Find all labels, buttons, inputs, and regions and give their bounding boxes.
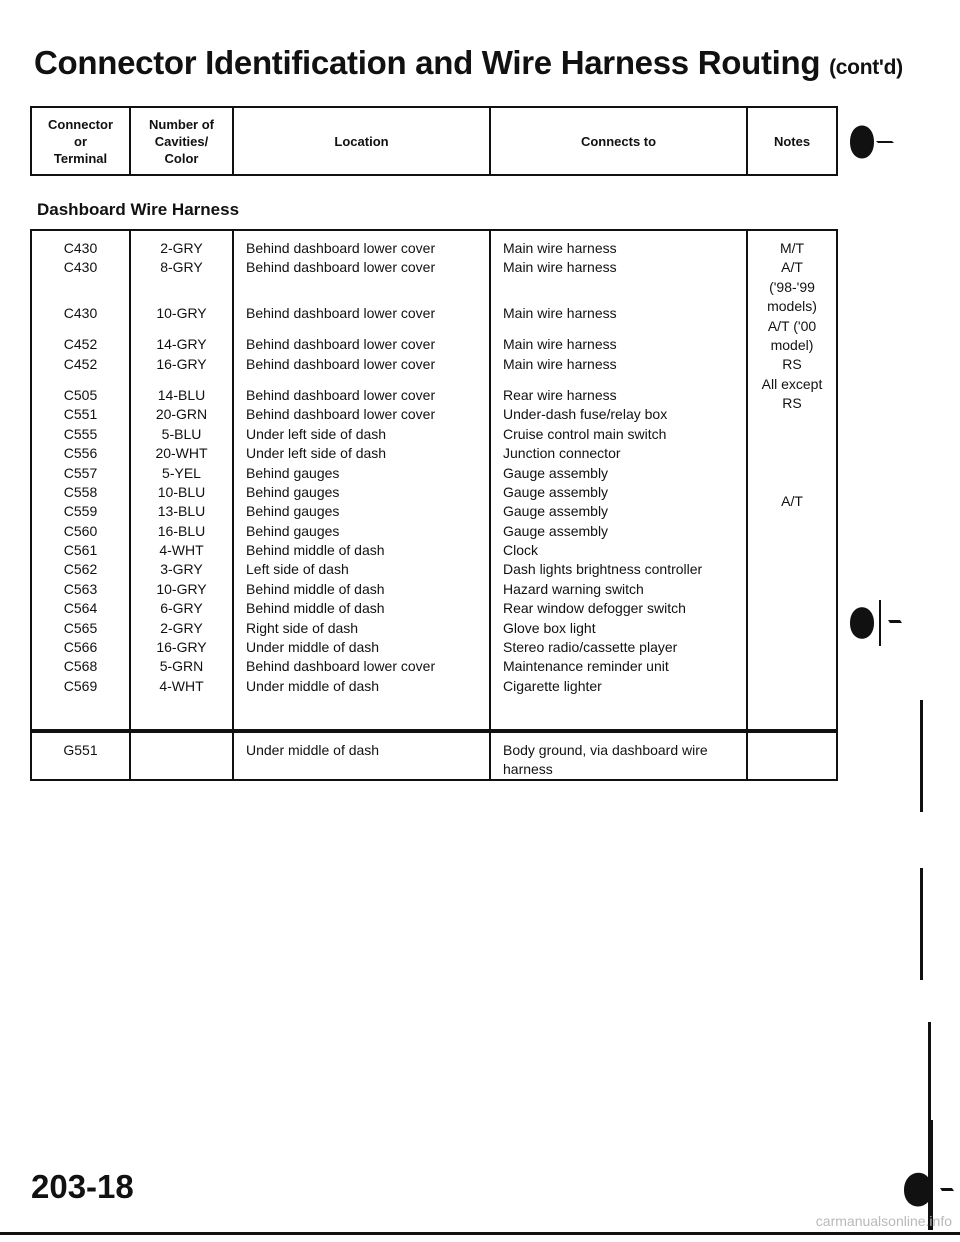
- cavities-cell: 5-YEL: [162, 464, 201, 481]
- note-line: RS: [782, 395, 802, 412]
- column-header-table: [30, 106, 838, 176]
- connector-cell: C569: [63, 677, 98, 694]
- connects-cell: Cruise control main switch: [503, 425, 667, 442]
- ground-table: [30, 731, 838, 781]
- page-title-suffix: (cont'd): [829, 56, 903, 79]
- cavities-cell: 13-BLU: [157, 503, 206, 520]
- location-cell: Behind dashboard lower cover: [246, 336, 436, 353]
- location-cell: Behind dashboard lower cover: [246, 658, 436, 675]
- connects-cell: Main wire harness: [503, 240, 617, 256]
- header-cavities: Number of Cavities/ Color: [130, 107, 233, 175]
- connector-column: [31, 230, 130, 730]
- ground-connects: Body ground, via dashboard wire harness: [490, 732, 747, 780]
- connects-cell: Dash lights brightness controller: [503, 561, 703, 578]
- cavities-cell: 14-GRY: [156, 336, 207, 353]
- connector-cell: C565: [63, 619, 98, 636]
- footer-rule: [0, 1232, 960, 1235]
- cavities-cell: 3-GRY: [160, 561, 203, 578]
- connects-cell: Gauge assembly: [503, 503, 609, 520]
- connector-cell: C566: [63, 639, 98, 656]
- location-cell: Under middle of dash: [246, 639, 380, 656]
- location-cell: Behind dashboard lower cover: [246, 304, 436, 321]
- location-cell: Behind middle of dash: [246, 600, 385, 617]
- location-cell: Behind dashboard lower cover: [246, 386, 436, 403]
- connects-cell: Stereo radio/cassette player: [503, 639, 678, 656]
- connects-cell: Under-dash fuse/relay box: [503, 406, 668, 423]
- connector-cell: C561: [63, 542, 98, 559]
- connector-cell: C557: [63, 464, 98, 481]
- connects-cell: Gauge assembly: [503, 483, 609, 500]
- header-location: Location: [233, 107, 490, 175]
- location-cell: Behind dashboard lower cover: [246, 406, 436, 423]
- connects-cell: Gauge assembly: [503, 522, 609, 539]
- connects-cell: Glove box light: [503, 619, 596, 636]
- ground-location: Under middle of dash: [233, 732, 490, 780]
- connector-cell: C564: [63, 600, 98, 617]
- section-title: Dashboard Wire Harness: [37, 200, 240, 219]
- connector-cell: C563: [63, 580, 98, 597]
- cavities-cell: 10-GRY: [156, 304, 207, 321]
- location-cell: Behind dashboard lower cover: [246, 355, 436, 372]
- connects-cell: Clock: [503, 542, 539, 559]
- note-line: model): [770, 337, 814, 354]
- notes-column: [747, 230, 837, 730]
- connects-cell: Junction connector: [503, 445, 621, 462]
- binding-line: [920, 868, 923, 980]
- location-cell: Under left side of dash: [246, 425, 387, 442]
- cavities-cell: 10-BLU: [157, 483, 206, 500]
- note-line: A/T: [781, 492, 803, 509]
- location-cell: Behind dashboard lower cover: [246, 259, 436, 276]
- connects-cell: Hazard warning switch: [503, 580, 644, 597]
- connector-cell: C430: [63, 259, 98, 276]
- connects-column: [490, 230, 747, 730]
- cavities-cell: 4-WHT: [159, 542, 204, 559]
- cavities-cell: 16-BLU: [157, 522, 206, 539]
- header-connector: Connector or Terminal: [31, 107, 130, 175]
- note-line: RS: [782, 356, 802, 373]
- connects-cell: Main wire harness: [503, 304, 617, 321]
- watermark: carmanualsonline.info: [815, 1213, 952, 1229]
- cavities-cell: 2-GRY: [160, 619, 203, 636]
- connector-cell: C555: [63, 425, 98, 442]
- ground-connector: G551: [31, 732, 130, 780]
- harness-table: [30, 229, 838, 731]
- note-line: A/T: [781, 259, 803, 276]
- page-title-main: Connector Identification and Wire Harness Routing: [34, 44, 821, 81]
- binding-tab-icon: [848, 112, 898, 172]
- cavities-cell: 14-BLU: [157, 386, 206, 403]
- binding-tab-icon: [848, 588, 908, 658]
- header-notes: Notes: [747, 107, 837, 175]
- location-cell: Behind middle of dash: [246, 542, 385, 559]
- connector-cell: C560: [63, 522, 98, 539]
- connects-cell: Maintenance reminder unit: [503, 658, 669, 675]
- cavities-cell: 20-WHT: [155, 445, 208, 462]
- note-line: All except: [761, 375, 823, 392]
- connects-cell: Rear window defogger switch: [503, 600, 686, 617]
- location-cell: Under middle of dash: [246, 677, 380, 694]
- connector-cell: C556: [63, 445, 98, 462]
- location-column: [233, 230, 490, 730]
- cavities-cell: 16-GRY: [156, 355, 207, 372]
- connects-cell: Cigarette lighter: [503, 677, 602, 694]
- note-line: ('98-'99: [769, 278, 815, 295]
- cavities-cell: 10-GRY: [156, 580, 207, 597]
- connector-cell: C562: [63, 561, 98, 578]
- cavities-cell: 5-BLU: [161, 425, 202, 442]
- binding-line: [920, 700, 923, 812]
- connector-cell: C559: [63, 503, 98, 520]
- note-line: A/T ('00: [767, 317, 817, 334]
- location-cell: Under left side of dash: [246, 445, 387, 462]
- connector-cell: C452: [63, 336, 98, 353]
- connects-cell: Rear wire harness: [503, 386, 617, 403]
- connector-cell: C452: [63, 355, 98, 372]
- connector-cell: C558: [63, 483, 98, 500]
- cavities-cell: 6-GRY: [160, 600, 203, 617]
- location-cell: Behind gauges: [246, 483, 340, 500]
- note-line: models): [767, 298, 817, 315]
- connector-cell: C430: [63, 304, 98, 321]
- connector-cell: C430: [63, 240, 98, 256]
- connector-cell: C551: [63, 406, 98, 423]
- connects-cell: Gauge assembly: [503, 464, 609, 481]
- connector-cell: C505: [63, 386, 98, 403]
- location-cell: Behind gauges: [246, 464, 340, 481]
- ground-notes: [747, 732, 837, 780]
- connector-cell: C568: [63, 658, 98, 675]
- location-cell: Behind middle of dash: [246, 580, 385, 597]
- page-number: 203-18: [31, 1168, 134, 1205]
- location-cell: Left side of dash: [246, 561, 349, 578]
- ground-cavities: [130, 732, 233, 780]
- connects-cell: Main wire harness: [503, 355, 617, 372]
- cavities-cell: 5-GRN: [159, 658, 204, 675]
- page-title: [34, 44, 903, 82]
- connects-cell: Main wire harness: [503, 336, 617, 353]
- note-line: M/T: [779, 240, 805, 256]
- header-connects-to: Connects to: [490, 107, 747, 175]
- location-cell: Behind dashboard lower cover: [246, 240, 436, 256]
- cavities-column: [130, 230, 233, 730]
- cavities-cell: 16-GRY: [156, 639, 207, 656]
- location-cell: Behind gauges: [246, 522, 340, 539]
- connects-cell: Main wire harness: [503, 259, 617, 276]
- cavities-cell: 2-GRY: [160, 240, 203, 256]
- cavities-cell: 4-WHT: [159, 677, 204, 694]
- cavities-cell: 8-GRY: [160, 259, 203, 276]
- location-cell: Right side of dash: [246, 619, 359, 636]
- location-cell: Behind gauges: [246, 503, 340, 520]
- cavities-cell: 20-GRN: [155, 406, 208, 423]
